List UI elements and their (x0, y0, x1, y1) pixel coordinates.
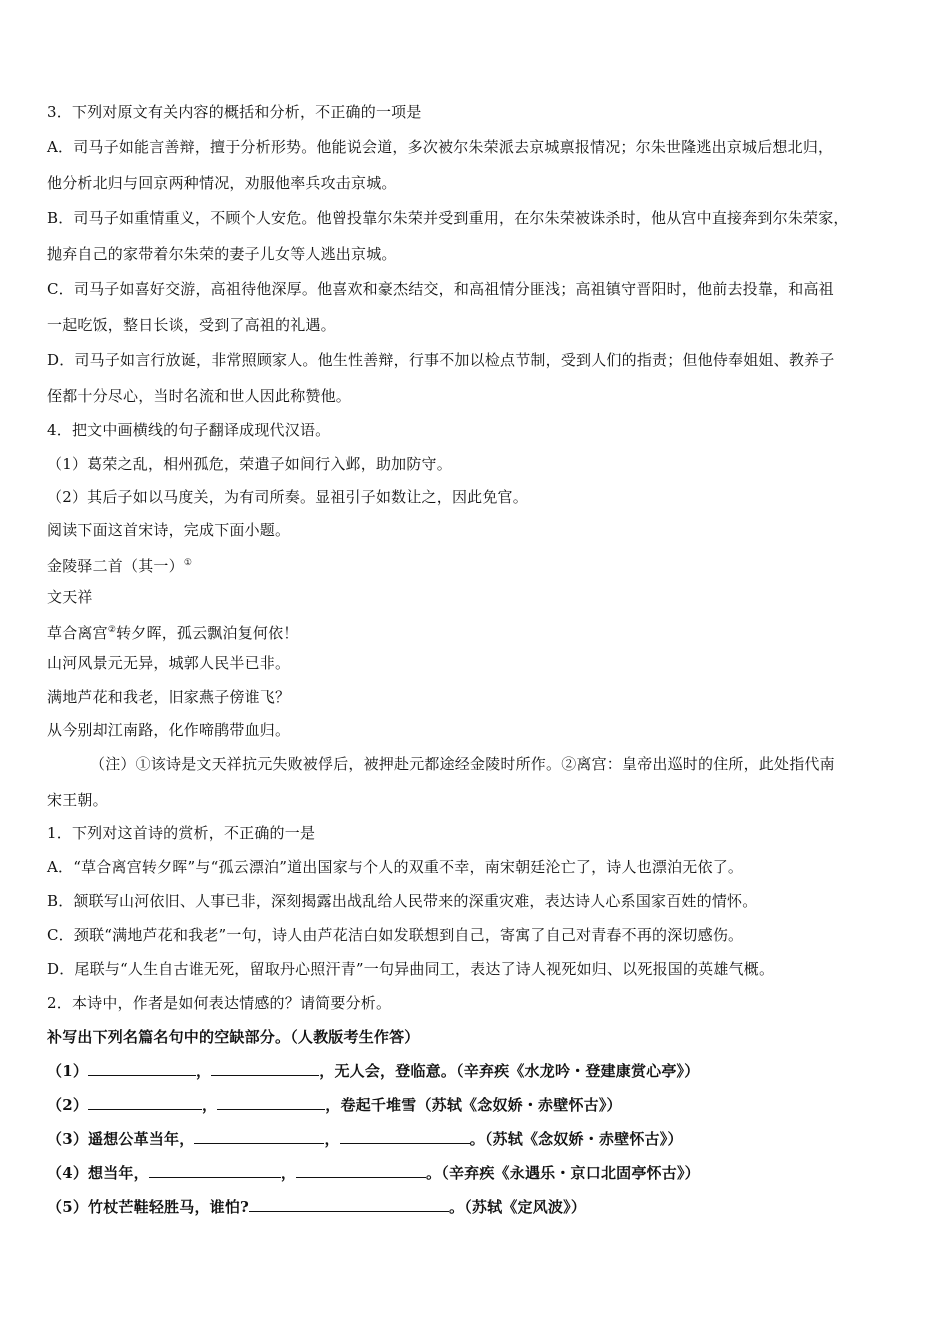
q3-option-a-line1: A．司马子如能言善辩，擅于分析形势。他能说会道，多次被尔朱荣派去京城禀报情况；尔朱世隆逃出京城后想北归， (47, 138, 834, 156)
poem-q2-stem: 2．本诗中，作者是如何表达情感的？请简要分析。 (47, 994, 392, 1012)
poem-q1-stem: 1．下列对这首诗的赏析，不正确的一是 (47, 824, 316, 842)
fill-item-2: （2） ， ，卷起千堆雪（苏轼《念奴娇・赤壁怀古》） (47, 1096, 622, 1114)
poem-title: 金陵驿二首（其一）① (47, 557, 193, 575)
poem-line-2: 山河风景元无异，城郭人民半已非。 (47, 654, 291, 672)
poem-q1-option-a: A．“草合离宫转夕晖”与“孤云漂泊”道出国家与个人的双重不幸，南宋朝廷沦亡了，诗人也漂泊无依了。 (47, 858, 744, 876)
answer-blank[interactable] (296, 1163, 426, 1178)
poem-q1-option-c: C．颈联“满地芦花和我老”一句，诗人由芦花洁白如发联想到自己，寄寓了自己对青春不再的深切感伤。 (47, 926, 744, 944)
q3-option-a-line2: 他分析北归与回京两种情况，劝服他率兵攻击京城。 (47, 174, 397, 192)
q4-stem: 4．把文中画横线的句子翻译成现代汉语。 (47, 421, 331, 439)
fill-item-3: （3）遥想公革当年， ， 。（苏轼《念奴娇・赤壁怀古》） (47, 1130, 683, 1148)
fill-item-5: （5）竹杖芒鞋轻胜马，谁怕? 。（苏轼《定风波》） (47, 1198, 587, 1216)
answer-blank[interactable] (249, 1197, 449, 1212)
poem-note-line2: 宋王朝。 (47, 791, 108, 809)
poem-q1-option-b: B．颔联写山河依旧、人事已非，深刻揭露出战乱给人民带来的深重灾难，表达诗人心系国家百姓的情怀。 (47, 892, 758, 910)
q3-stem: 3．下列对原文有关内容的概括和分析，不正确的一项是 (47, 103, 422, 121)
q4-sentence-1: （1）葛荣之乱，相州孤危，荣遣子如间行入邺，助加防守。 (47, 455, 452, 473)
poem-line-1: 草合离宫②转夕晖，孤云飘泊复何依！ (47, 624, 299, 642)
fill-item-4: （4）想当年， ， 。（辛弃疾《永遇乐・京口北固亭怀古》） (47, 1164, 700, 1182)
answer-blank[interactable] (340, 1129, 470, 1144)
answer-blank[interactable] (211, 1061, 319, 1076)
poem-q1-option-d: D．尾联与“人生自古谁无死，留取丹心照汗青”一句异曲同工，表达了诗人视死如归、以死报国的英雄气概。 (47, 960, 775, 978)
poem-note-line1: （注）①该诗是文天祥抗元失败被俘后，被押赴元都途经金陵时所作。②离宫：皇帝出巡时的住所，此处指代南 (90, 755, 835, 773)
answer-blank[interactable] (217, 1095, 325, 1110)
poem-author: 文天祥 (47, 588, 93, 606)
q3-option-d-line1: D．司马子如言行放诞，非常照顾家人。他生性善辩，行事不加以检点节制，受到人们的指责；但他侍奉姐姐、教养子 (47, 351, 835, 369)
poem-intro: 阅读下面这首宋诗，完成下面小题。 (47, 521, 291, 539)
q3-option-c-line2: 一起吃饭，整日长谈，受到了高祖的礼遇。 (47, 316, 336, 334)
footnote-marker: ② (107, 625, 117, 635)
poem-line-3: 满地芦花和我老，旧家燕子傍谁飞？ (47, 688, 291, 706)
q3-option-b-line2: 抛弃自己的家带着尔朱荣的妻子儿女等人逃出京城。 (47, 245, 397, 263)
q4-sentence-2: （2）其后子如以马度关，为有司所奏。显祖引子如数让之，因此免官。 (47, 488, 528, 506)
answer-blank[interactable] (88, 1061, 196, 1076)
poem-line-4: 从今别却江南路，化作啼鹃带血归。 (47, 721, 291, 739)
q3-option-c-line1: C．司马子如喜好交游，高祖待他深厚。他喜欢和豪杰结交，和高祖情分匪浅；高祖镇守晋阳时，他前去投靠，和高祖 (47, 280, 834, 298)
answer-blank[interactable] (88, 1095, 202, 1110)
answer-blank[interactable] (194, 1129, 324, 1144)
q3-option-b-line1: B．司马子如重情重义，不顾个人安危。他曾投靠尔朱荣并受到重用，在尔朱荣被诛杀时，他从宫中直接奔到尔朱荣家， (47, 209, 849, 227)
q3-option-d-line2: 侄都十分尽心，当时名流和世人因此称赞他。 (47, 387, 352, 405)
fill-item-1: （1） ， ，无人会，登临意。（辛弃疾《水龙吟・登建康赏心亭》） (47, 1062, 700, 1080)
fill-stem: 补写出下列名篇名句中的空缺部分。（人教版考生作答） (47, 1028, 420, 1046)
answer-blank[interactable] (149, 1163, 281, 1178)
footnote-marker: ① (183, 558, 193, 568)
